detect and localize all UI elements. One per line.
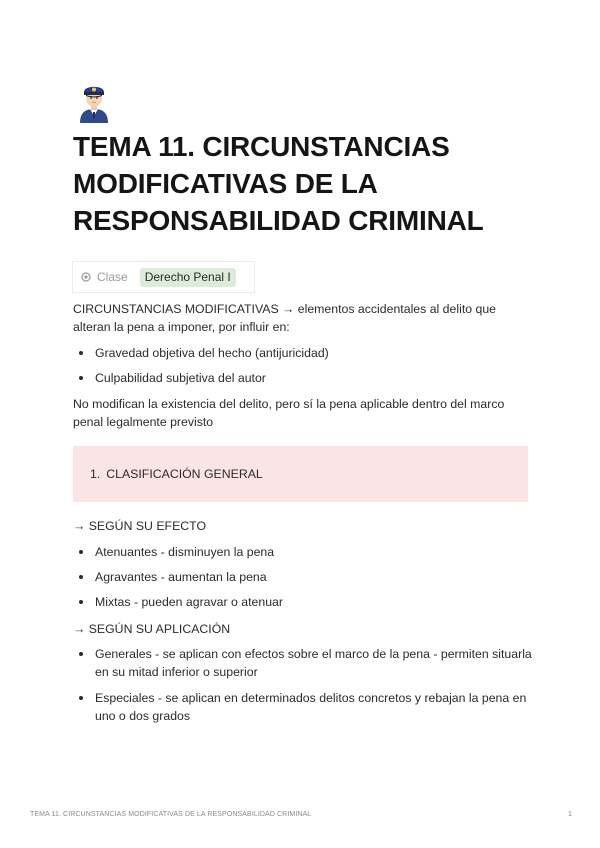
footer-page-number: 1 <box>568 811 572 818</box>
section-callout <box>73 446 528 502</box>
class-tag[interactable]: Derecho Penal I <box>140 268 236 287</box>
list-item: Culpabilidad subjetiva del autor <box>73 369 533 387</box>
target-circle-icon <box>81 272 91 282</box>
page-title: TEMA 11. CIRCUNSTANCIAS MODIFICATIVAS DE LA RESPONSABILIDAD CRIMINAL <box>73 131 484 236</box>
property-row <box>72 261 255 293</box>
aplicacion-heading: → SEGÚN SU APLICACIÓN <box>73 622 231 636</box>
footer-title: TEMA 11. CIRCUNSTANCIAS MODIFICATIVAS DE LA RESPONSABILIDAD CRIMINAL <box>30 811 312 818</box>
aplicacion-bullet-list <box>73 645 533 725</box>
list-item: Gravedad objetiva del hecho (antijuricidad) <box>73 344 533 362</box>
police-officer-icon <box>74 79 114 123</box>
list-item: Agravantes - aumentan la pena <box>73 568 533 586</box>
efecto-bullet-list <box>73 543 533 611</box>
callout-number: 1. <box>90 467 101 481</box>
list-item: Atenuantes - disminuyen la pena <box>73 543 533 561</box>
list-item: Especiales - se aplican en determinados delitos concretos y rebajan la pena en uno o dos grados <box>73 689 533 725</box>
property-label: Clase <box>97 270 128 284</box>
efecto-heading: → SEGÚN SU EFECTO <box>73 519 207 533</box>
intro-paragraph: CIRCUNSTANCIAS MODIFICATIVAS → elementos accidentales al delito que alteran la pena a imponer, por influir en: <box>73 302 497 334</box>
intro-bullet-list <box>73 344 533 387</box>
callout-text: CLASIFICACIÓN GENERAL <box>106 467 263 481</box>
list-item: Mixtas - pueden agravar o atenuar <box>73 593 533 611</box>
intro-note: No modifican la existencia del delito, pero sí la pena aplicable dentro del marco penal legalmente previsto <box>73 397 505 429</box>
list-item: Generales - se aplican con efectos sobre el marco de la pena - permiten situarla en su mitad inferior o superior <box>73 645 533 681</box>
